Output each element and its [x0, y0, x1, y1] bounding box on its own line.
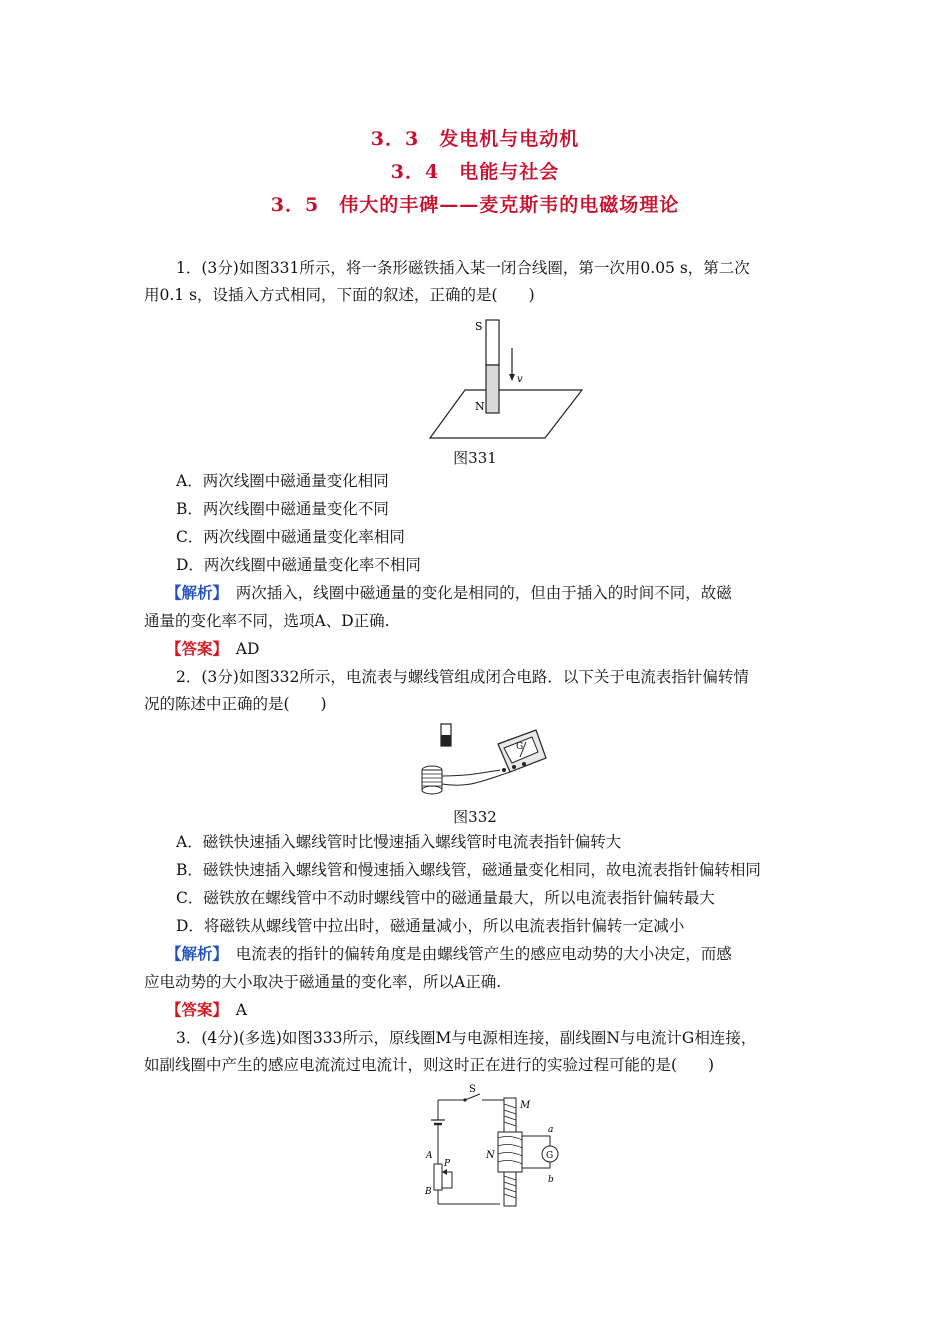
q2-analysis-text: 电流表的指针的偏转角度是由螺线管产生的感应电动势的大小决定，而感	[220, 945, 732, 963]
q1-option-d: D．两次线圈中磁通量变化率不相同	[176, 556, 421, 574]
solenoid-bottom	[422, 786, 442, 794]
slider-arrow	[442, 1169, 447, 1175]
switch-pivot	[463, 1098, 466, 1101]
label-a-small: a	[548, 1125, 554, 1135]
coil-plane	[430, 390, 582, 438]
terminal-1	[502, 768, 506, 772]
q1-analysis-line2: 通量的变化率不同，选项A、D正确.	[144, 612, 390, 630]
magnet-south-half	[486, 320, 499, 365]
galvanometer-wire-a	[522, 1136, 550, 1146]
q2-option-a: A．磁铁快速插入螺线管时比慢速插入螺线管时电流表指针偏转大	[176, 833, 622, 851]
label-v: v	[517, 374, 523, 385]
magnet-north-half	[486, 365, 499, 413]
terminal-3	[522, 762, 526, 766]
q1-stem-line2: 用0.1 s，设插入方式相同，下面的叙述，正确的是( )	[144, 286, 535, 304]
figure-331-magnet-coil	[425, 318, 585, 440]
wire-1	[442, 770, 500, 776]
figure-332-solenoid-ammeter	[410, 722, 550, 798]
q2-option-b: B．磁铁快速插入螺线管和慢速插入螺线管，磁通量变化相同，故电流表指针偏转相同	[176, 861, 761, 879]
galvanometer-wire-b	[522, 1162, 550, 1168]
label-m: M	[520, 1100, 531, 1111]
figure-332-caption: 图332	[453, 808, 497, 826]
q2-analysis-line2: 应电动势的大小取决于磁通量的变化率，所以A正确.	[144, 973, 502, 991]
q2-answer-line	[166, 1000, 836, 1020]
q2-stem-line2: 况的陈述中正确的是( )	[144, 695, 327, 713]
q1-option-c: C．两次线圈中磁通量变化率相同	[176, 528, 405, 546]
q1-stem-line1: 1．(3分)如图331所示，将一条形磁铁插入某一闭合线圈，第一次用0.05 s，第二次	[176, 259, 750, 277]
label-a: A	[426, 1151, 433, 1161]
section-title-3-5: 3．5 伟大的丰碑——麦克斯韦的电磁场理论	[270, 194, 680, 216]
section-title-3-4: 3．4 电能与社会	[390, 161, 560, 183]
q2-stem-line1: 2．(3分)如图332所示，电流表与螺线管组成闭合电路．以下关于电流表指针偏转情	[176, 668, 749, 686]
answer-tag: 【答案】	[166, 1000, 221, 1019]
velocity-arrow-head	[509, 374, 515, 381]
q3-stem-line1: 3．(4分)(多选)如图333所示，原线圈M与电源相连接，副线圈N与电流计G相连接，	[176, 1029, 757, 1047]
figure-331-caption: 图331	[453, 449, 497, 467]
label-s: S	[469, 1084, 476, 1095]
label-g: G	[546, 1151, 554, 1161]
label-b: B	[425, 1187, 432, 1197]
q2-option-d: D．将磁铁从螺线管中拉出时，磁通量减小，所以电流表指针偏转一定减小	[176, 917, 685, 935]
label-n: N	[475, 400, 485, 413]
q1-analysis-line1	[166, 583, 836, 603]
q2-analysis-line1	[166, 944, 836, 964]
q2-option-c: C．磁铁放在螺线管中不动时螺线管中的磁通量最大，所以电流表指针偏转最大	[176, 889, 715, 907]
answer-tag: 【答案】	[166, 639, 221, 658]
q3-stem-line2: 如副线圈中产生的感应电流流过电流计，则这时正在进行的实验过程可能的是( )	[144, 1056, 715, 1074]
magnet-pole	[441, 735, 451, 746]
q1-answer-line	[166, 639, 836, 659]
label-s: S	[475, 320, 483, 333]
analysis-tag: 【解析】	[166, 583, 221, 602]
label-b-small: b	[548, 1175, 554, 1185]
label-p: P	[444, 1159, 451, 1169]
q1-answer: AD	[220, 640, 260, 658]
label-g: G	[516, 742, 524, 752]
q1-analysis-text: 两次插入，线圈中磁通量的变化是相同的，但由于插入的时间不同，故磁	[220, 584, 732, 602]
q1-option-a: A．两次线圈中磁通量变化相同	[176, 472, 389, 490]
q1-option-b: B．两次线圈中磁通量变化不同	[176, 500, 389, 518]
figure-333-transformer-circuit	[420, 1084, 570, 1210]
q2-answer: A	[220, 1001, 247, 1019]
label-n: N	[486, 1150, 495, 1161]
rheostat	[434, 1164, 442, 1190]
analysis-tag: 【解析】	[166, 944, 221, 963]
terminal-2	[512, 765, 516, 769]
section-title-3-3: 3．3 发电机与电动机	[370, 128, 580, 150]
